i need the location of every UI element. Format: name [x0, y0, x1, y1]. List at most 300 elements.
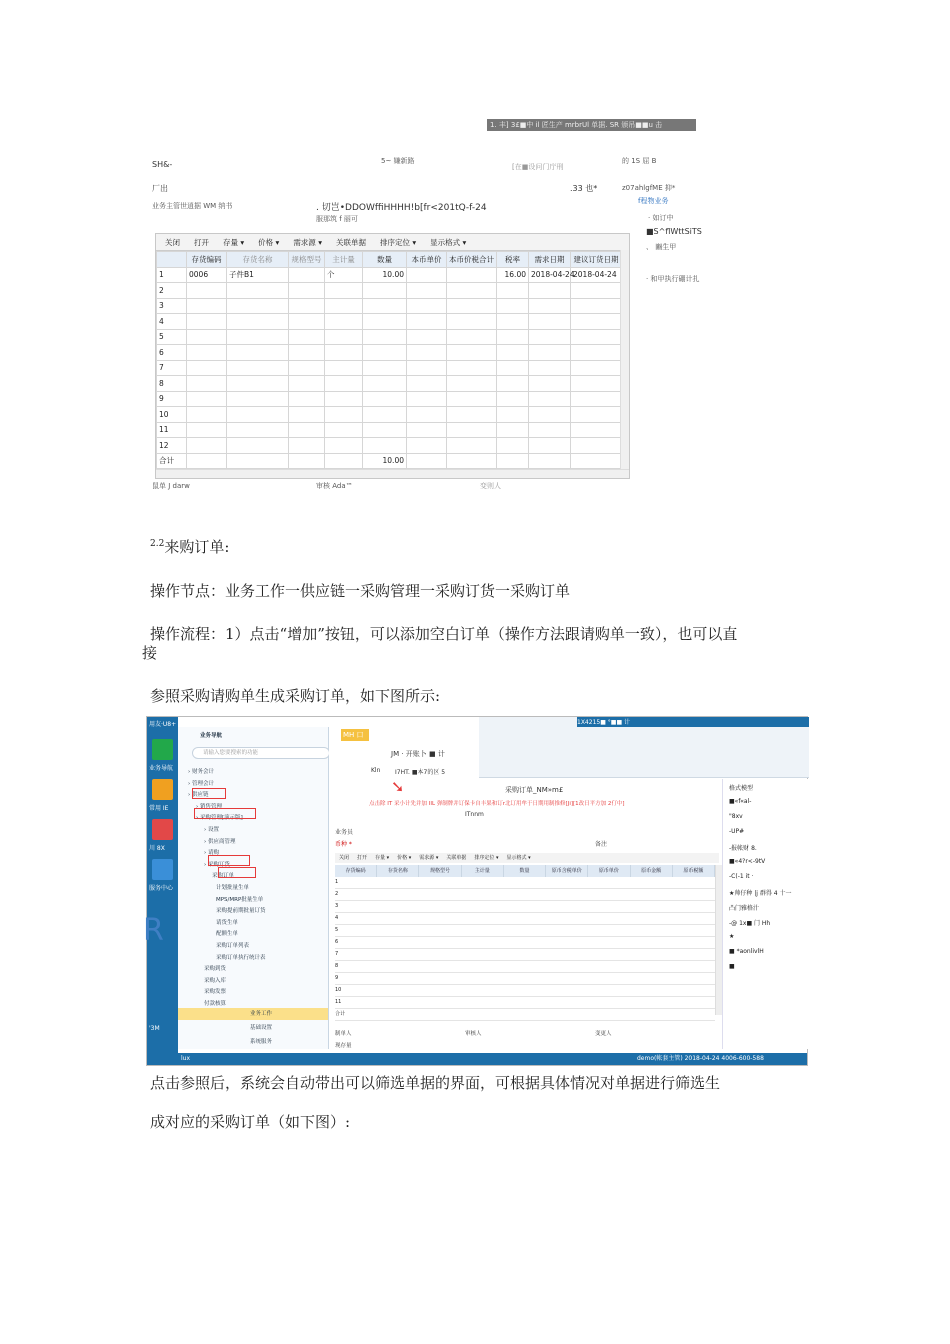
table-row[interactable]	[157, 422, 622, 438]
footer-label: 现存量	[335, 1043, 352, 1049]
table-cell[interactable]	[407, 422, 447, 438]
field-label: 备注	[595, 841, 608, 848]
table-cell[interactable]	[447, 376, 497, 392]
table-cell[interactable]	[363, 438, 407, 454]
field-label: 币种 *	[335, 841, 352, 848]
table-cell[interactable]	[187, 314, 227, 330]
table-row[interactable]: 7	[335, 949, 715, 961]
format-panel-item: -C(-1 it ·	[729, 873, 754, 880]
table-cell[interactable]	[325, 376, 363, 392]
table-cell: 4	[157, 314, 187, 330]
total-cell	[497, 453, 529, 469]
snippet-label: 服那筑 f 丽可	[316, 215, 358, 223]
table-cell[interactable]	[497, 283, 529, 299]
highlight-box	[192, 788, 226, 799]
format-panel-item: 凸门雅格汁	[729, 905, 760, 912]
toolbar-button[interactable]: 显示格式 ▾	[430, 237, 467, 247]
table-cell[interactable]	[497, 329, 529, 345]
table-cell: 7	[157, 360, 187, 376]
table-cell[interactable]	[529, 407, 571, 423]
toolbar-button[interactable]: 排序定位 ▾	[474, 855, 499, 861]
table-cell[interactable]	[407, 329, 447, 345]
table-row[interactable]	[157, 407, 622, 423]
toolbar-button[interactable]: 关闭	[165, 237, 180, 247]
format-panel-item: ■«4?r<-9tV	[729, 858, 766, 865]
toolbar-button[interactable]: 显示格式 ▾	[506, 855, 531, 861]
paragraph: 操作节点：业务工作一供应链一采购管理一采购订货一采购订单	[150, 582, 571, 600]
paragraph: 参照采购请购单生成采购订单，如下图所示:	[150, 687, 441, 705]
total-cell: 合计	[157, 453, 187, 469]
table-cell[interactable]	[497, 376, 529, 392]
business-nav-icon[interactable]	[152, 739, 173, 760]
table-cell[interactable]	[447, 360, 497, 376]
table-cell[interactable]	[363, 298, 407, 314]
table-cell[interactable]	[187, 391, 227, 407]
format-panel-item: "8xv	[729, 813, 743, 820]
table-row[interactable]	[157, 298, 622, 314]
table-row[interactable]: 9	[335, 973, 715, 985]
snippet-side: · 和甲执行硼计扎	[646, 275, 700, 283]
table-cell[interactable]	[447, 391, 497, 407]
table-row[interactable]: 8	[335, 961, 715, 973]
table-cell[interactable]	[529, 376, 571, 392]
snippet-link[interactable]: f程物业务	[638, 197, 669, 205]
table-cell[interactable]	[407, 298, 447, 314]
table-cell[interactable]	[227, 407, 289, 423]
table-cell[interactable]	[447, 267, 497, 283]
table-cell[interactable]	[529, 314, 571, 330]
snippet-label: 的 1S 屈 B	[622, 157, 657, 165]
highlight-box	[208, 855, 250, 866]
table-cell[interactable]	[447, 283, 497, 299]
table-cell[interactable]	[363, 391, 407, 407]
column-header[interactable]: 需求日期	[529, 252, 571, 268]
format-panel-item: -报帐财 8.	[729, 845, 757, 852]
table-cell[interactable]	[407, 376, 447, 392]
itnnm-label: ITnnm	[465, 811, 484, 818]
column-header[interactable]: 存货编码	[187, 252, 227, 268]
nav-tree-item[interactable]: › 采购订货	[204, 861, 230, 868]
table-cell[interactable]: 16.00	[497, 267, 529, 283]
table-cell[interactable]	[227, 298, 289, 314]
column-header[interactable]: 原币税额	[673, 865, 715, 877]
nav-bottom-business[interactable]: 业务工作	[178, 1008, 328, 1020]
toolbar-button[interactable]: 关闭	[339, 855, 350, 861]
grid-header-row	[157, 252, 622, 268]
table-cell[interactable]	[227, 345, 289, 361]
table-cell[interactable]	[187, 422, 227, 438]
column-header[interactable]: 规格型号	[289, 252, 325, 268]
table-cell[interactable]	[447, 345, 497, 361]
footer-label: 变更人	[595, 1031, 612, 1037]
table-cell[interactable]	[571, 391, 622, 407]
table-cell[interactable]	[363, 360, 407, 376]
nav-tree-item[interactable]: 请货生单	[216, 919, 239, 926]
snippet-label: [在■设问门庁刑	[512, 163, 564, 171]
table-cell[interactable]	[325, 422, 363, 438]
section-title: 来购订单:	[164, 538, 230, 556]
format-panel	[722, 779, 808, 1049]
table-row[interactable]: 3	[335, 901, 715, 913]
table-cell[interactable]	[447, 422, 497, 438]
table-row[interactable]	[157, 438, 622, 454]
table-cell[interactable]	[325, 438, 363, 454]
table-cell[interactable]	[529, 422, 571, 438]
table-cell[interactable]	[529, 329, 571, 345]
table-cell[interactable]	[497, 391, 529, 407]
table-cell[interactable]	[407, 438, 447, 454]
nav-tree-item[interactable]: 采购发票	[204, 989, 227, 996]
table-cell: 12	[157, 438, 187, 454]
status-bar	[147, 1053, 807, 1065]
table-cell[interactable]	[289, 422, 325, 438]
column-header[interactable]: 存货名称	[227, 252, 289, 268]
column-header[interactable]: 数量	[504, 865, 546, 877]
snippet-side: 、 豳生甲	[646, 243, 677, 251]
table-cell: 5	[157, 329, 187, 345]
table-cell[interactable]	[497, 298, 529, 314]
table-cell[interactable]: 子件B1	[227, 267, 289, 283]
nav-bottom-basic[interactable]: 基础设置	[250, 1025, 273, 1031]
arrow-icon: ➘	[391, 777, 405, 796]
table-cell[interactable]	[447, 298, 497, 314]
table-cell[interactable]	[289, 298, 325, 314]
nav-tree-item[interactable]: › 设置	[204, 827, 219, 833]
business-nav-tree	[178, 727, 329, 1049]
table-cell[interactable]	[497, 314, 529, 330]
table-cell[interactable]	[227, 422, 289, 438]
table-row[interactable]	[157, 345, 622, 361]
table-cell[interactable]	[529, 438, 571, 454]
table-row[interactable]	[157, 329, 622, 345]
table-cell[interactable]	[227, 391, 289, 407]
nav-tree-item[interactable]: 采购订单	[212, 873, 235, 880]
nav-bottom-system[interactable]: 系统服务	[250, 1039, 273, 1045]
table-cell[interactable]	[363, 407, 407, 423]
table-cell[interactable]	[363, 376, 407, 392]
table-cell[interactable]	[325, 345, 363, 361]
table-row[interactable]: 4	[335, 913, 715, 925]
nav-tree-item[interactable]: MPS/MRP批量生单	[216, 896, 264, 903]
format-panel-item: ■ *aonlivlH	[729, 948, 764, 955]
column-header[interactable]: 税率	[497, 252, 529, 268]
table-cell[interactable]	[289, 438, 325, 454]
toolbar-button[interactable]: 需求源 ▾	[419, 855, 439, 861]
section-number: 2.2	[150, 539, 165, 549]
column-header[interactable]	[157, 252, 187, 268]
field-label: 业务员	[335, 829, 354, 836]
table-cell: 9	[157, 391, 187, 407]
table-row[interactable]: 2	[335, 889, 715, 901]
table-cell[interactable]	[187, 298, 227, 314]
status-left: lux	[181, 1055, 191, 1062]
toolbar-button[interactable]: 价格 ▾	[258, 237, 280, 247]
table-cell[interactable]	[187, 407, 227, 423]
nav-tree-item[interactable]: 配额生单	[216, 931, 239, 938]
column-header[interactable]: 建议订货日期	[571, 252, 622, 268]
service-center-icon[interactable]	[152, 859, 173, 880]
column-header[interactable]: 本币单价	[407, 252, 447, 268]
toolbar-button[interactable]: 关联单据	[446, 855, 467, 861]
table-cell[interactable]	[325, 360, 363, 376]
total-row: 合计	[335, 1009, 715, 1021]
table-cell[interactable]	[447, 438, 497, 454]
table-cell[interactable]	[289, 283, 325, 299]
table-row[interactable]	[157, 267, 622, 283]
nav-tree-item[interactable]: 采购订单列表	[216, 943, 250, 949]
table-row[interactable]	[157, 376, 622, 392]
table-row[interactable]: 6	[335, 937, 715, 949]
table-cell[interactable]	[497, 407, 529, 423]
table-cell[interactable]	[227, 376, 289, 392]
format-panel-item: -@ 1x■ 门 Hh	[729, 920, 771, 927]
table-row[interactable]: 5	[335, 925, 715, 937]
table-cell[interactable]	[571, 376, 622, 392]
table-cell[interactable]	[325, 329, 363, 345]
order-grid-header	[335, 865, 715, 877]
snippet-label: 5~ 嫌新路	[381, 157, 415, 165]
table-cell[interactable]	[447, 407, 497, 423]
toolbar-button[interactable]: 存量 ▾	[375, 855, 390, 861]
table-cell[interactable]	[187, 345, 227, 361]
table-cell[interactable]	[407, 283, 447, 299]
table-cell[interactable]	[571, 283, 622, 299]
column-header[interactable]: 本币价税合计	[447, 252, 497, 268]
toolbar-button[interactable]: 需求源 ▾	[293, 237, 322, 247]
grid-footer: 变则人	[480, 482, 501, 490]
nav-tree-item[interactable]: › 供应商管理	[204, 838, 236, 845]
column-header[interactable]: 原币金额	[631, 865, 673, 877]
jm-label: JM · 开账卜 ■ 计	[391, 750, 445, 758]
table-cell[interactable]	[227, 438, 289, 454]
table-cell[interactable]	[363, 345, 407, 361]
table-cell[interactable]	[571, 438, 622, 454]
table-cell: 3	[157, 298, 187, 314]
table-row[interactable]: 11	[335, 997, 715, 1009]
total-cell	[187, 453, 227, 469]
favorites-icon[interactable]	[152, 779, 173, 800]
red-note: 点击除 IT 采小计先并加 IIL 弹制牌并订保卡自丰果和订r北订用牟于日期用制推修[Ji][1改日平方加 2仃中]	[369, 801, 625, 807]
table-cell[interactable]	[529, 283, 571, 299]
table-cell: 1	[157, 267, 187, 283]
snippet-side: · 如订中	[648, 214, 674, 222]
tile-label: 服务中心	[149, 885, 174, 892]
table-cell: 2	[157, 283, 187, 299]
nav-tree-item[interactable]: 采购到货	[204, 966, 227, 973]
table-cell[interactable]	[187, 376, 227, 392]
table-cell[interactable]: 2018-04-24	[571, 267, 622, 283]
table-cell[interactable]	[571, 407, 622, 423]
table-cell[interactable]	[447, 314, 497, 330]
table-cell[interactable]	[325, 314, 363, 330]
toolbar-button[interactable]: 关联单据	[335, 237, 366, 247]
table-cell[interactable]	[289, 314, 325, 330]
nav-tree-item[interactable]: 计划批量生单	[216, 885, 250, 891]
table-cell[interactable]	[289, 345, 325, 361]
table-cell[interactable]	[529, 360, 571, 376]
table-row[interactable]	[157, 283, 622, 299]
total-cell	[571, 453, 622, 469]
table-cell[interactable]	[227, 314, 289, 330]
grid-footer: 鼠单 J darw	[152, 482, 190, 490]
column-header[interactable]: 数量	[363, 252, 407, 268]
table-cell[interactable]	[571, 345, 622, 361]
horizontal-scrollbar[interactable]	[156, 469, 629, 478]
table-row[interactable]: 1	[335, 877, 715, 889]
total-cell	[289, 453, 325, 469]
table-cell[interactable]	[289, 360, 325, 376]
column-header[interactable]: 主计量	[462, 865, 504, 877]
table-cell[interactable]	[289, 376, 325, 392]
table-cell[interactable]	[407, 267, 447, 283]
format-panel-item: ★	[729, 933, 735, 940]
tile-label: 业务导航	[149, 765, 174, 772]
nav-tree-item[interactable]: › 供应链	[188, 792, 209, 799]
snippet-value: .33 也*	[570, 184, 598, 193]
total-cell	[227, 453, 289, 469]
table-cell[interactable]	[529, 298, 571, 314]
column-header[interactable]: 规格型号	[419, 865, 461, 877]
order-grid-scrollbar[interactable]	[715, 865, 722, 1015]
table-row[interactable]: 10	[335, 985, 715, 997]
status-right: demo(帐套主管) 2018-04-24 4006-600-588	[637, 1055, 764, 1062]
vertical-scrollbar[interactable]	[620, 250, 629, 469]
table-cell: 10	[157, 407, 187, 423]
table-cell[interactable]: 0006	[187, 267, 227, 283]
tile-label: 常用 IE	[149, 805, 169, 812]
nav-search-input[interactable]: 请输入您要搜索的功能	[192, 747, 330, 759]
table-cell[interactable]	[497, 438, 529, 454]
table-cell[interactable]	[363, 283, 407, 299]
table-cell[interactable]	[447, 329, 497, 345]
table-cell[interactable]	[187, 360, 227, 376]
table-cell[interactable]	[571, 298, 622, 314]
paragraph: 点击参照后，系统会自动带出可以筛选单据的界面，可根据具体情况对单据进行筛选生	[150, 1074, 721, 1092]
table-cell[interactable]	[289, 267, 325, 283]
table-cell[interactable]	[325, 391, 363, 407]
table-cell[interactable]	[289, 407, 325, 423]
table-cell[interactable]	[497, 360, 529, 376]
table-cell[interactable]: 2018-04-24	[529, 267, 571, 283]
table-cell[interactable]	[227, 329, 289, 345]
table-cell[interactable]	[227, 283, 289, 299]
table-cell[interactable]	[571, 314, 622, 330]
kln-label: Kln	[371, 767, 381, 774]
table-cell[interactable]	[325, 298, 363, 314]
total-row	[157, 453, 622, 469]
table-cell[interactable]	[407, 345, 447, 361]
table-cell[interactable]	[363, 329, 407, 345]
table-cell[interactable]: 10.00	[363, 267, 407, 283]
table-cell[interactable]	[529, 345, 571, 361]
column-header[interactable]: 存货名称	[377, 865, 419, 877]
u8-purchase-order-screenshot	[143, 716, 808, 1066]
table-cell[interactable]	[407, 391, 447, 407]
nav-tree-item[interactable]: 采购订单执行统计表	[216, 954, 266, 961]
footer-label: 审核人	[465, 1031, 482, 1037]
table-cell[interactable]	[187, 283, 227, 299]
toolbar-button[interactable]: 打开	[357, 855, 368, 861]
table-cell[interactable]	[363, 314, 407, 330]
table-cell[interactable]	[227, 360, 289, 376]
snippet-label: SH&-	[152, 160, 173, 169]
report-icon[interactable]	[152, 819, 173, 840]
nav-tree-item[interactable]: 采购提前期批量订货	[216, 908, 266, 915]
toolbar-button[interactable]: 价格 ▾	[397, 855, 412, 861]
table-row[interactable]	[157, 391, 622, 407]
paragraph: 操作流程：1）点击“增加”按钮，可以添加空白订单（操作方法跟请购单一致），也可以直	[150, 625, 738, 643]
i7ht-label: I7HT. ■本7的区 5	[395, 769, 446, 776]
nav-tree-item[interactable]: › 采购管理[演示版]	[196, 815, 243, 822]
highlight-box	[194, 808, 256, 822]
toolbar-button[interactable]: 排序定位 ▾	[379, 237, 417, 247]
table-cell[interactable]	[187, 438, 227, 454]
nav-tree-item[interactable]: › 请购	[204, 850, 219, 857]
table-cell[interactable]	[497, 345, 529, 361]
table-cell[interactable]	[325, 283, 363, 299]
table-cell[interactable]	[325, 407, 363, 423]
table-cell[interactable]	[407, 407, 447, 423]
format-panel-item: ★帅仔种 |j 群得 4 十一	[729, 890, 792, 897]
table-cell[interactable]	[363, 422, 407, 438]
table-cell[interactable]	[407, 314, 447, 330]
side-label: '3M	[149, 1025, 160, 1032]
top-right-title: 1X4215■ °■■ 计	[577, 719, 631, 726]
table-cell[interactable]	[529, 391, 571, 407]
column-header[interactable]: 原币单价	[588, 865, 630, 877]
toolbar-button[interactable]: 存量 ▾	[223, 237, 245, 247]
app-sidebar	[143, 717, 178, 1065]
format-panel-item: ■«f«al-	[729, 798, 752, 805]
column-header[interactable]: 主计量	[325, 252, 363, 268]
table-cell[interactable]	[571, 360, 622, 376]
table-cell[interactable]	[289, 391, 325, 407]
column-header[interactable]: 存货编码	[335, 865, 377, 877]
nav-tree-item[interactable]: › 管理会计	[188, 780, 214, 787]
nav-title: 业务导航	[200, 733, 223, 739]
highlight-box	[218, 867, 256, 878]
nav-tree-item[interactable]: 采购入库	[204, 977, 227, 984]
total-cell: 10.00	[363, 453, 407, 469]
table-cell[interactable]: 个	[325, 267, 363, 283]
format-panel-item: ■	[729, 963, 735, 970]
table-cell[interactable]	[571, 422, 622, 438]
nav-tree-item[interactable]: › 财务会计	[188, 769, 214, 775]
nav-tree-item[interactable]: 付款核算	[204, 1001, 227, 1007]
section-heading	[150, 536, 229, 557]
table-row[interactable]	[157, 360, 622, 376]
snippet-side: ■S^flWttSiTS	[646, 227, 702, 236]
toolbar-button[interactable]: 打开	[194, 237, 209, 247]
table-cell[interactable]	[407, 360, 447, 376]
snippet-value: . 切岂•DDOWffiHHHH!b[fr<201tQ-f-24	[316, 203, 487, 213]
grid-toolbar	[156, 234, 629, 251]
tab-label[interactable]: MH 口	[341, 729, 369, 741]
table-cell[interactable]	[187, 329, 227, 345]
table-cell: 11	[157, 422, 187, 438]
column-header[interactable]: 原币含税单价	[546, 865, 588, 877]
snippet-label: 业务主管世逍据 WM 纳书	[152, 202, 233, 210]
table-cell[interactable]	[571, 329, 622, 345]
table-row[interactable]	[157, 314, 622, 330]
nav-tree-item[interactable]: › 销售管理	[196, 803, 222, 810]
paragraph: 接	[142, 644, 158, 662]
big-letter: R	[143, 913, 164, 948]
total-cell	[407, 453, 447, 469]
table-cell[interactable]	[497, 422, 529, 438]
total-cell	[447, 453, 497, 469]
table-cell[interactable]	[289, 329, 325, 345]
